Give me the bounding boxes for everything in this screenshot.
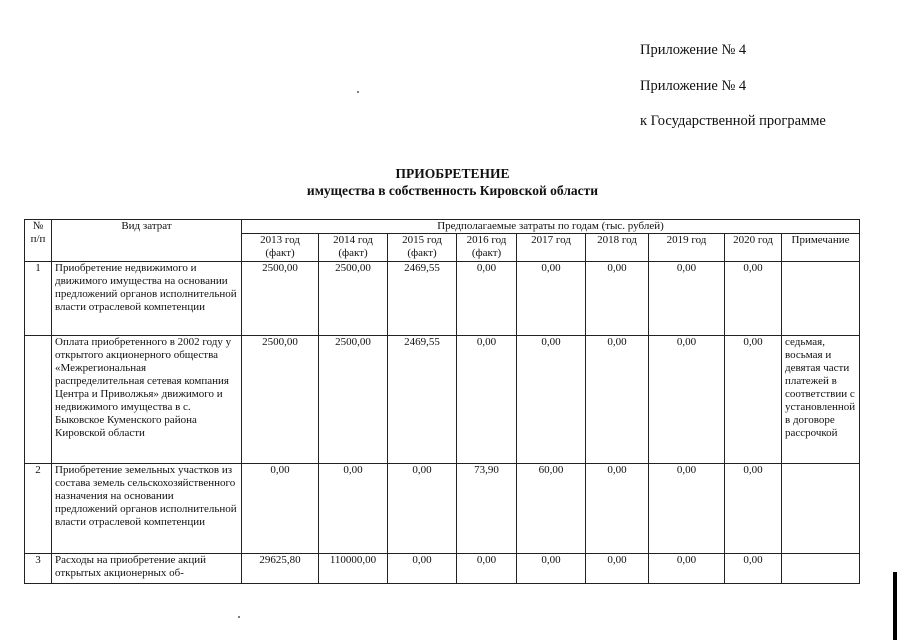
value-cell: 0,00 xyxy=(725,336,782,464)
row-number xyxy=(25,336,52,464)
value-cell: 0,00 xyxy=(388,554,457,584)
column-group-header-costs: Предполагаемые затраты по годам (тыс. рублей) xyxy=(242,220,860,234)
value-cell: 0,00 xyxy=(517,336,586,464)
value-cell: 0,00 xyxy=(457,336,517,464)
value-cell: 0,00 xyxy=(242,464,319,554)
document-title: ПРИОБРЕТЕНИЕ xyxy=(395,166,510,181)
value-cell: 0,00 xyxy=(649,262,725,336)
value-cell: 2469,55 xyxy=(388,262,457,336)
row-number: 2 xyxy=(25,464,52,554)
value-cell: 0,00 xyxy=(725,262,782,336)
column-header-year-2014: 2014 год (факт) xyxy=(319,234,388,262)
value-cell: 0,00 xyxy=(725,554,782,584)
table-row xyxy=(25,554,860,584)
scan-speck xyxy=(238,616,240,618)
column-header-note: Примечание xyxy=(782,234,860,262)
value-cell: 2500,00 xyxy=(242,336,319,464)
column-header-year-2018: 2018 год xyxy=(586,234,649,262)
document-subtitle: имущества в собственность Кировской области xyxy=(306,183,599,198)
scan-speck xyxy=(357,91,359,93)
value-cell: 0,00 xyxy=(586,464,649,554)
column-header-year-2019: 2019 год xyxy=(649,234,725,262)
column-header-year-2015: 2015 год (факт) xyxy=(388,234,457,262)
value-cell: 0,00 xyxy=(457,262,517,336)
value-cell: 2500,00 xyxy=(319,262,388,336)
column-header-year-2016: 2016 год (факт) xyxy=(457,234,517,262)
row-note xyxy=(782,262,860,336)
row-description: Оплата приобретенного в 2002 году у открытого акционерного общества «Межрегиональная распределительная сетевая компания Центра и Приволжья» движимого и недвижимого имущества в с. Быковское Куменского района Кировской области xyxy=(52,336,242,464)
row-note xyxy=(782,554,860,584)
scan-edge-bar xyxy=(893,572,897,640)
column-header-year-2017: 2017 год xyxy=(517,234,586,262)
value-cell: 0,00 xyxy=(517,554,586,584)
value-cell: 0,00 xyxy=(388,464,457,554)
row-description: Приобретение недвижимого и движимого имущества на основании предложений органов исполнительной власти отраслевой компетенции xyxy=(52,262,242,336)
row-description: Приобретение земельных участков из состава земель сельскохозяйственного назначения на основании предложений органов исполнительной власти отраслевой компетенции xyxy=(52,464,242,554)
row-number: 3 xyxy=(25,554,52,584)
table-row xyxy=(25,262,860,336)
column-header-number: № п/п xyxy=(25,220,52,262)
value-cell: 0,00 xyxy=(586,336,649,464)
value-cell: 0,00 xyxy=(586,554,649,584)
row-note: седьмая, восьмая и девятая части платежей в соответствии с установленной в договоре рассрочкой xyxy=(782,336,860,464)
appendix-line-1: Приложение № 4 xyxy=(640,42,747,58)
value-cell: 2500,00 xyxy=(242,262,319,336)
row-note xyxy=(782,464,860,554)
table-row xyxy=(25,336,860,464)
value-cell: 0,00 xyxy=(319,464,388,554)
value-cell: 0,00 xyxy=(649,464,725,554)
value-cell: 2500,00 xyxy=(319,336,388,464)
value-cell: 29625,80 xyxy=(242,554,319,584)
value-cell: 0,00 xyxy=(649,554,725,584)
value-cell: 0,00 xyxy=(457,554,517,584)
value-cell: 0,00 xyxy=(725,464,782,554)
row-description: Расходы на приобретение акций открытых акционерных об- xyxy=(52,554,242,584)
column-header-expense-type: Вид затрат xyxy=(52,220,242,262)
column-header-year-2020: 2020 год xyxy=(725,234,782,262)
appendix-line-2: Приложение № 4 xyxy=(640,78,747,94)
value-cell: 2469,55 xyxy=(388,336,457,464)
value-cell: 0,00 xyxy=(517,262,586,336)
expenses-table xyxy=(24,219,860,584)
value-cell: 0,00 xyxy=(586,262,649,336)
appendix-line-3: к Государственной программе xyxy=(640,113,826,129)
table-row xyxy=(25,464,860,554)
value-cell: 60,00 xyxy=(517,464,586,554)
column-header-year-2013: 2013 год (факт) xyxy=(242,234,319,262)
value-cell: 0,00 xyxy=(649,336,725,464)
value-cell: 73,90 xyxy=(457,464,517,554)
row-number: 1 xyxy=(25,262,52,336)
value-cell: 110000,00 xyxy=(319,554,388,584)
